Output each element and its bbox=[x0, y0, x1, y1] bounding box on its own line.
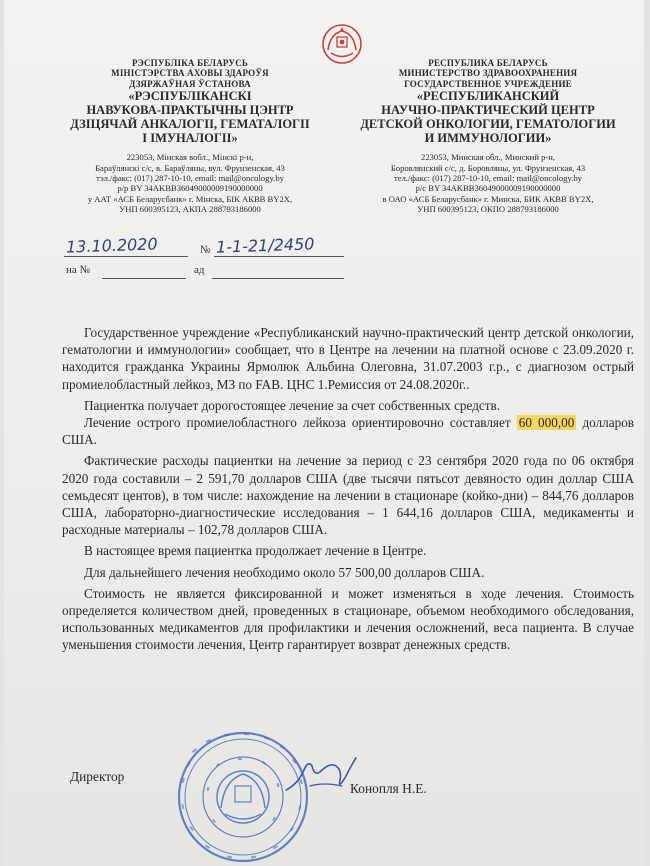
paragraph-further-cost: Для дальнейшего лечения необходимо около 57 500,00 долларов США. bbox=[84, 564, 485, 580]
registration-block bbox=[64, 236, 354, 292]
header-left-center-line: НАВУКОВА-ПРАКТЫЧНЫ ЦЭНТР bbox=[86, 103, 294, 118]
number-underline bbox=[214, 256, 344, 257]
header-left-address-line: УНП 600395123, АКПА 288793186000 bbox=[119, 204, 261, 215]
from-label: ад bbox=[194, 264, 205, 276]
treatment-cost-currency: долларов США. bbox=[62, 415, 635, 448]
header-left-center-line: ДЗІЦЯЧАЙ АНКАЛОГІІ, ГЕМАТАЛОГІІ bbox=[70, 117, 310, 132]
header-left-belarusian bbox=[70, 58, 310, 215]
paragraph-own-funds: Пациентка получает дорогостоящее лечение за счет собственных средств. bbox=[84, 397, 501, 413]
highlighted-amount: 60 000,00 bbox=[518, 415, 575, 431]
header-right-center-line: ДЕТСКОЙ ОНКОЛОГИИ, ГЕМАТОЛОГИИ bbox=[360, 117, 616, 132]
paragraph-cost-terms: Стоимость не является фиксированной и может изменяться в ходе лечения. Стоимость определяется количеством дней, проведенных в стационаре, объемом необходимого обследования, использованных медикаментов для профилактики и лечения осложнений, веса пациента. В случае уменьшения стоимости лечения, Центр гарантирует возврат денежных средств. bbox=[62, 585, 634, 653]
letter-body bbox=[62, 324, 634, 654]
header-left-address-line: у ААТ «АСБ Беларусбанк» г. Мінска, БІК АКВВ BY2X, bbox=[87, 193, 293, 204]
header-right-center-line: НАУЧНО-ПРАКТИЧЕСКИЙ ЦЕНТР bbox=[381, 103, 595, 118]
header-left-center-line: «РЭСПУБЛІКАНСКІ bbox=[128, 89, 252, 104]
header-right-center-line: «РЕСПУБЛИКАНСКИЙ bbox=[416, 89, 560, 104]
header-right-ministry: МИНИСТЕРСТВО ЗДРАВООХРАНЕНИЯ bbox=[398, 68, 578, 79]
header-left-address-line: 223053, Мінская вобл., Мінскі р-н, bbox=[126, 152, 254, 163]
header-right-address-line: тел./факс: (017) 287-10-10, email: mail@oncology.by bbox=[394, 173, 582, 183]
header-right-russian bbox=[340, 58, 636, 215]
date-underline bbox=[64, 256, 188, 257]
paragraph-actual-expenses: Фактические расходы пациентки на лечение за период с 23 сентября 2020 года по 06 октября 2020 года составили – 2 591,70 долларов США (две тысячи пятьсот девяносто один доллар США семьдесят центов), в том числе: нахождение на лечении в стационаре (койко-дни) – 844,76 долларов США, лабораторно-диагностические исследования – 1 644,16 долларов США, медикаменты и расходные материалы – 102,78 долларов США. bbox=[62, 453, 634, 538]
header-right-republic: РЕСПУБЛИКА БЕЛАРУСЬ bbox=[428, 58, 548, 68]
paragraph-continues-treatment: В настоящее время пациентка продолжает лечение в Центре. bbox=[84, 543, 427, 559]
header-right-address-line: р/с BY 34AKBB36049000009190000000 bbox=[415, 183, 561, 194]
header-right-address-line: 223053, Минская обл., Минский р-н, bbox=[421, 152, 555, 163]
reply-to-label: на № bbox=[66, 264, 91, 276]
header-right-center-line: И ИММУНОЛОГИИ» bbox=[424, 131, 552, 146]
header-left-center-line: І ІМУНАЛОГІІ» bbox=[142, 131, 238, 146]
signatory-title: Директор bbox=[70, 769, 125, 784]
handwritten-signature bbox=[280, 746, 360, 806]
header-left-address-line: Барaўлянскі с/с, в. Бараўляны, вул. Фрунзенская, 43 bbox=[95, 162, 285, 173]
from-underline bbox=[212, 278, 344, 279]
header-right-address-line: в ОАО «АСБ Беларусбанк» г. Минска, БИК AKBB BY2X, bbox=[382, 193, 594, 204]
header-right-address-line: УНП 600395123, ОКПО 288793186000 bbox=[417, 204, 559, 215]
treatment-cost-text: Лечение острого промиелобластного лейкоза ориентировочно составляет bbox=[84, 415, 511, 431]
registration-date: 13.10.2020 bbox=[65, 234, 158, 257]
reply-to-underline bbox=[102, 278, 186, 279]
paragraph-treatment-cost bbox=[62, 414, 634, 448]
header-left-address-line: тэл./факс: (017) 287-10-10, email: mail@oncology.by bbox=[96, 173, 284, 183]
registration-number: 1-1-21/2450 bbox=[215, 234, 315, 257]
header-left-state: ДЗЯРЖАЎНАЯ ЎСТАНОВА bbox=[129, 78, 251, 89]
signatory-name: Конопля Н.Е. bbox=[350, 781, 427, 796]
header-right-address-line: Боровлянский с/с, д. Боровляны, ул. Фрунзенская, 43 bbox=[390, 162, 586, 173]
letter-page bbox=[4, 0, 644, 866]
paragraph-notification: Государственное учреждение «Республиканский научно-практический центр детской онкологии, гематологии и иммунологии» сообщает, что в Центре на лечении на платной основе с 23.09.2020 г. находится гражданка Украины Ярмолюк Альбина Олеговна, 31.07.2003 г.р., с диагнозом острый промиелобластный лейкоз, М3 по FAB. ЦНС 1.Ремиссия от 24.08.2020г.. bbox=[62, 325, 634, 392]
header-left-ministry: МІНІСТЭРСТВА АХОВЫ ЗДАРОЎЯ bbox=[111, 68, 269, 79]
number-label: № bbox=[200, 244, 211, 256]
header-left-address-line: р/р BY 34AKBB36049000009190000000 bbox=[117, 183, 263, 194]
header-left-republic: РЭСПУБЛІКА БЕЛАРУСЬ bbox=[131, 58, 249, 68]
header-right-state: ГОСУДАРСТВЕННОЕ УЧРЕЖДЕНИЕ bbox=[404, 78, 572, 89]
